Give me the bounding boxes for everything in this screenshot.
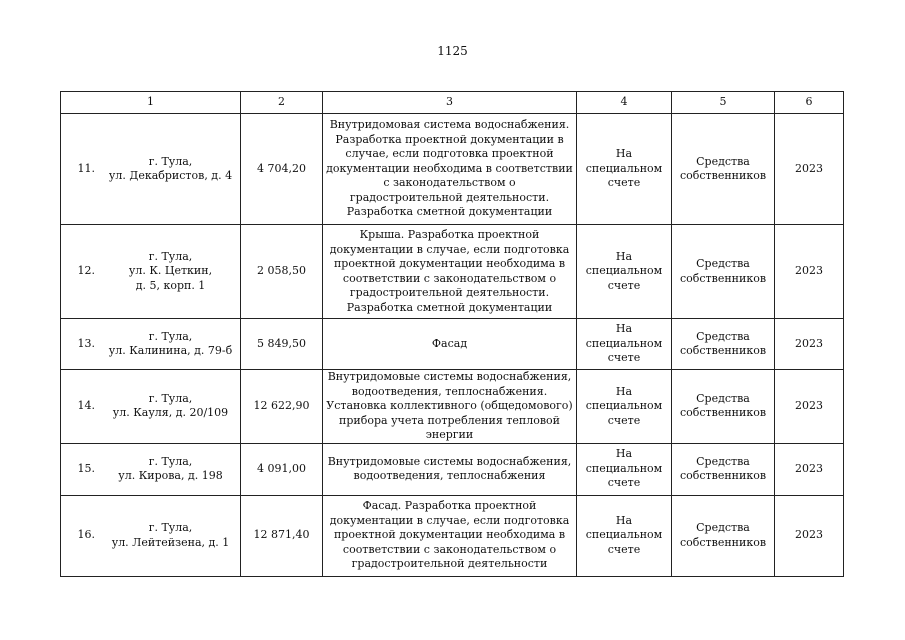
row-address: г. Тула, ул. Лейтейзена, д. 1 bbox=[111, 521, 230, 549]
works-table bbox=[60, 91, 844, 577]
column-header: 3 bbox=[323, 92, 577, 114]
address-cell bbox=[61, 319, 241, 370]
works-cell: Внутридомовые системы водоснабжения, водоотведения, теплоснабжения. Установка коллективного (общедомового) прибора учета потребления тепловой энергии bbox=[323, 370, 577, 444]
source-cell: Средства собственников bbox=[672, 443, 775, 495]
cost-cell: 12 622,90 bbox=[241, 370, 323, 444]
row-number: 11. bbox=[77, 161, 95, 175]
address-cell bbox=[61, 225, 241, 319]
source-cell: Средства собственников bbox=[672, 114, 775, 225]
address-cell bbox=[61, 370, 241, 444]
account-cell: На специальном счете bbox=[577, 225, 672, 319]
account-cell: На специальном счете bbox=[577, 319, 672, 370]
row-address: г. Тула, ул. Кирова, д. 198 bbox=[118, 454, 223, 482]
year-cell: 2023 bbox=[775, 225, 844, 319]
account-cell: На специальном счете bbox=[577, 495, 672, 576]
table-row bbox=[61, 370, 844, 444]
cost-cell: 2 058,50 bbox=[241, 225, 323, 319]
year-cell: 2023 bbox=[775, 319, 844, 370]
works-cell: Крыша. Разработка проектной документации в случае, если подготовка проектной документации необходима в соответствии с законодательством о градостроительной деятельности. Разработка сметной документации bbox=[323, 225, 577, 319]
row-address: г. Тула, ул. Кауля, д. 20/109 bbox=[112, 391, 229, 420]
year-cell: 2023 bbox=[775, 114, 844, 225]
cost-cell: 4 704,20 bbox=[241, 114, 323, 225]
account-cell: На специальном счете bbox=[577, 443, 672, 495]
page-number: 1125 bbox=[437, 44, 468, 58]
works-cell: Фасад. Разработка проектной документации в случае, если подготовка проектной документации необходима в соответствии с законодательством о градостроительной деятельности bbox=[323, 495, 577, 576]
row-number: 15. bbox=[77, 461, 95, 475]
table-row bbox=[61, 225, 844, 319]
address-cell bbox=[61, 443, 241, 495]
row-number: 13. bbox=[77, 336, 95, 350]
column-header: 2 bbox=[241, 92, 323, 114]
column-header: 1 bbox=[61, 92, 241, 114]
source-cell: Средства собственников bbox=[672, 225, 775, 319]
source-cell: Средства собственников bbox=[672, 319, 775, 370]
row-address: г. Тула, ул. К. Цеткин, д. 5, корп. 1 bbox=[128, 249, 213, 292]
row-number: 12. bbox=[77, 264, 95, 278]
row-address: г. Тула, ул. Декабристов, д. 4 bbox=[108, 154, 233, 182]
column-header: 6 bbox=[775, 92, 844, 114]
source-cell: Средства собственников bbox=[672, 370, 775, 444]
year-cell: 2023 bbox=[775, 443, 844, 495]
header-row bbox=[61, 92, 844, 114]
year-cell: 2023 bbox=[775, 495, 844, 576]
works-cell: Внутридомовые системы водоснабжения, водоотведения, теплоснабжения bbox=[323, 443, 577, 495]
account-cell: На специальном счете bbox=[577, 370, 672, 444]
table-row bbox=[61, 495, 844, 576]
works-cell: Фасад bbox=[323, 319, 577, 370]
cost-cell: 12 871,40 bbox=[241, 495, 323, 576]
row-number: 14. bbox=[77, 399, 95, 412]
source-cell: Средства собственников bbox=[672, 495, 775, 576]
table-row bbox=[61, 114, 844, 225]
row-number: 16. bbox=[77, 528, 95, 542]
cost-cell: 5 849,50 bbox=[241, 319, 323, 370]
year-cell: 2023 bbox=[775, 370, 844, 444]
column-header: 5 bbox=[672, 92, 775, 114]
address-cell bbox=[61, 114, 241, 225]
address-cell bbox=[61, 495, 241, 576]
column-header: 4 bbox=[577, 92, 672, 114]
table-row bbox=[61, 319, 844, 370]
row-address: г. Тула, ул. Калинина, д. 79-б bbox=[108, 329, 233, 357]
account-cell: На специальном счете bbox=[577, 114, 672, 225]
table-row bbox=[61, 443, 844, 495]
works-cell: Внутридомовая система водоснабжения. Разработка проектной документации в случае, если подготовка проектной документации необходима в соответствии с законодательством о градостроительной деятельности. Разработка сметной документации bbox=[323, 114, 577, 225]
cost-cell: 4 091,00 bbox=[241, 443, 323, 495]
